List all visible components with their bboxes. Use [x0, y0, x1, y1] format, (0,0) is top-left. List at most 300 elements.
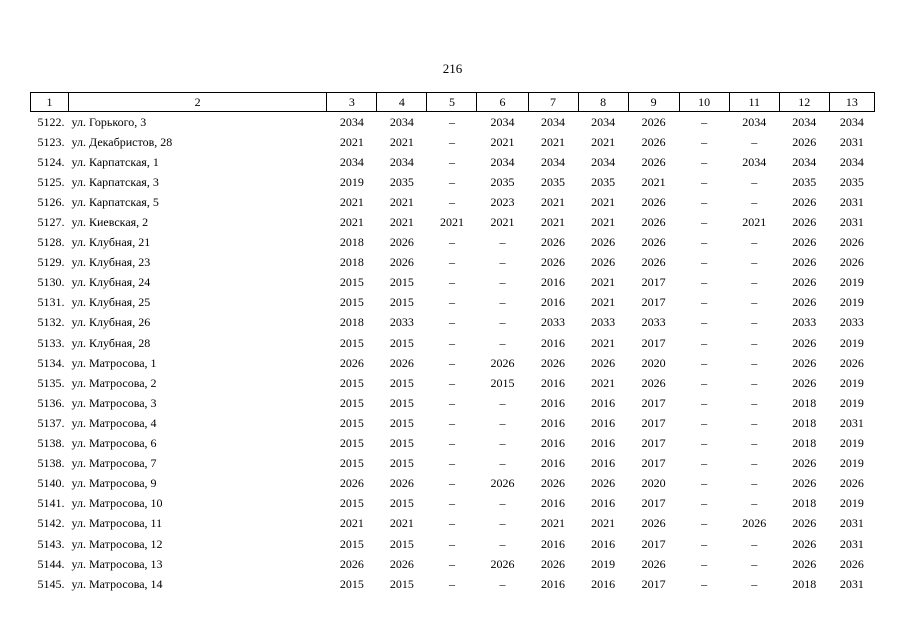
year-cell: 2019: [839, 275, 864, 290]
row-number: 5122.: [37, 114, 65, 129]
year-cell: 2023: [490, 194, 515, 209]
year-cell: 2015: [339, 456, 364, 471]
column-header-13: 13: [829, 93, 874, 112]
year-cell: –: [701, 215, 708, 230]
year-cell: –: [448, 275, 455, 290]
year-cell: 2026: [792, 255, 817, 270]
year-cell: –: [499, 295, 506, 310]
year-cell: 2021: [339, 134, 364, 149]
year-cell: 2035: [389, 174, 414, 189]
column-header-12: 12: [779, 93, 829, 112]
column-header-7: 7: [528, 93, 578, 112]
year-cell: 2016: [541, 375, 566, 390]
year-cell: 2016: [591, 415, 616, 430]
row-number: 5142.: [37, 516, 65, 531]
year-cell: 2016: [591, 436, 616, 451]
year-cell: 2026: [792, 536, 817, 551]
year-cell: –: [701, 556, 708, 571]
year-cell: 2035: [490, 174, 515, 189]
year-cell: –: [751, 295, 758, 310]
year-cell: 2026: [591, 235, 616, 250]
year-cell: –: [701, 114, 708, 129]
year-cell: 2021: [591, 335, 616, 350]
column-header-11: 11: [729, 93, 779, 112]
year-cell: 2019: [839, 456, 864, 471]
year-cell: 2018: [792, 415, 817, 430]
table-row: [31, 333, 875, 353]
table-row: [31, 474, 875, 494]
address-cell: ул. Клубная, 26: [71, 315, 151, 330]
row-number: 5144.: [37, 556, 65, 571]
table-row: [31, 393, 875, 413]
table-row: [31, 353, 875, 373]
year-cell: 2021: [591, 516, 616, 531]
year-cell: –: [499, 576, 506, 591]
year-cell: 2015: [389, 295, 414, 310]
year-cell: 2019: [839, 436, 864, 451]
year-cell: 2033: [591, 315, 616, 330]
year-cell: 2026: [339, 476, 364, 491]
year-cell: –: [751, 275, 758, 290]
year-cell: 2026: [591, 355, 616, 370]
table-body: [31, 112, 875, 595]
year-cell: –: [751, 134, 758, 149]
year-cell: 2015: [490, 375, 515, 390]
address-cell: ул. Горького, 3: [71, 114, 147, 129]
row-number: 5140.: [37, 476, 65, 491]
year-cell: –: [701, 496, 708, 511]
address-cell: ул. Клубная, 28: [71, 335, 151, 350]
year-cell: 2034: [490, 154, 515, 169]
year-cell: –: [701, 174, 708, 189]
year-cell: –: [701, 295, 708, 310]
year-cell: 2031: [839, 536, 864, 551]
year-cell: 2026: [792, 295, 817, 310]
year-cell: –: [701, 476, 708, 491]
year-cell: 2026: [389, 556, 414, 571]
year-cell: 2026: [792, 516, 817, 531]
table-row: [31, 132, 875, 152]
year-cell: 2034: [742, 154, 767, 169]
year-cell: 2015: [339, 576, 364, 591]
year-cell: –: [751, 456, 758, 471]
year-cell: –: [448, 576, 455, 591]
year-cell: 2015: [389, 576, 414, 591]
year-cell: –: [751, 476, 758, 491]
year-cell: 2018: [339, 255, 364, 270]
year-cell: –: [701, 255, 708, 270]
year-cell: 2034: [541, 114, 566, 129]
year-cell: 2034: [541, 154, 566, 169]
table-row: [31, 253, 875, 273]
year-cell: 2021: [641, 174, 666, 189]
year-cell: –: [499, 235, 506, 250]
year-cell: 2018: [792, 576, 817, 591]
year-cell: 2017: [641, 576, 666, 591]
year-cell: –: [751, 174, 758, 189]
year-cell: 2031: [839, 576, 864, 591]
year-cell: 2033: [541, 315, 566, 330]
year-cell: 2026: [792, 456, 817, 471]
year-cell: 2026: [490, 476, 515, 491]
address-cell: ул. Клубная, 21: [71, 235, 151, 250]
year-cell: 2021: [541, 516, 566, 531]
year-cell: –: [499, 436, 506, 451]
year-cell: 2016: [591, 496, 616, 511]
year-cell: 2019: [591, 556, 616, 571]
year-cell: 2035: [792, 174, 817, 189]
year-cell: –: [499, 315, 506, 330]
row-number: 5134.: [37, 355, 65, 370]
year-cell: 2018: [792, 496, 817, 511]
year-cell: –: [751, 194, 758, 209]
year-cell: 2021: [439, 215, 464, 230]
year-cell: 2034: [339, 154, 364, 169]
column-header-3: 3: [327, 93, 377, 112]
row-number: 5124.: [37, 154, 65, 169]
year-cell: 2035: [591, 174, 616, 189]
year-cell: 2026: [641, 235, 666, 250]
year-cell: 2026: [792, 355, 817, 370]
year-cell: –: [701, 194, 708, 209]
table-row: [31, 413, 875, 433]
year-cell: 2016: [541, 436, 566, 451]
address-cell: ул. Матросова, 2: [71, 375, 157, 390]
address-cell: ул. Матросова, 10: [71, 496, 163, 511]
table-row: [31, 293, 875, 313]
year-cell: –: [701, 436, 708, 451]
year-cell: 2026: [541, 355, 566, 370]
year-cell: 2026: [839, 355, 864, 370]
year-cell: –: [701, 576, 708, 591]
row-number: 5125.: [37, 174, 65, 189]
year-cell: –: [499, 496, 506, 511]
row-number: 5130.: [37, 275, 65, 290]
year-cell: 2015: [389, 335, 414, 350]
row-number: 5129.: [37, 255, 65, 270]
year-cell: 2019: [839, 496, 864, 511]
column-header-2: 2: [69, 93, 327, 112]
year-cell: –: [751, 415, 758, 430]
year-cell: –: [701, 134, 708, 149]
year-cell: 2026: [389, 476, 414, 491]
address-cell: ул. Матросова, 4: [71, 415, 157, 430]
year-cell: 2015: [339, 496, 364, 511]
year-cell: 2021: [541, 215, 566, 230]
year-cell: 2034: [591, 154, 616, 169]
year-cell: 2019: [839, 335, 864, 350]
year-cell: –: [701, 315, 708, 330]
year-cell: 2016: [541, 395, 566, 410]
header-row: [31, 93, 875, 112]
year-cell: –: [701, 335, 708, 350]
row-number: 5138.: [37, 436, 65, 451]
year-cell: 2016: [541, 415, 566, 430]
year-cell: –: [751, 536, 758, 551]
table-row: [31, 112, 875, 133]
year-cell: 2035: [541, 174, 566, 189]
address-cell: ул. Клубная, 23: [71, 255, 151, 270]
year-cell: 2021: [389, 194, 414, 209]
year-cell: 2019: [839, 295, 864, 310]
year-cell: 2034: [339, 114, 364, 129]
year-cell: 2026: [490, 355, 515, 370]
year-cell: 2017: [641, 335, 666, 350]
year-cell: 2018: [339, 315, 364, 330]
year-cell: 2026: [389, 235, 414, 250]
year-cell: 2018: [792, 436, 817, 451]
year-cell: 2034: [591, 114, 616, 129]
year-cell: –: [701, 536, 708, 551]
row-number: 5132.: [37, 315, 65, 330]
year-cell: –: [499, 516, 506, 531]
column-header-8: 8: [578, 93, 628, 112]
year-cell: 2026: [792, 275, 817, 290]
year-cell: 2017: [641, 456, 666, 471]
year-cell: 2017: [641, 536, 666, 551]
table-row: [31, 554, 875, 574]
year-cell: 2033: [839, 315, 864, 330]
year-cell: –: [751, 255, 758, 270]
year-cell: 2026: [792, 235, 817, 250]
address-cell: ул. Клубная, 24: [71, 275, 151, 290]
year-cell: 2026: [641, 194, 666, 209]
year-cell: 2026: [591, 255, 616, 270]
row-number: 5138.: [37, 456, 65, 471]
address-cell: ул. Клубная, 25: [71, 295, 151, 310]
row-number: 5131.: [37, 295, 65, 310]
row-number: 5133.: [37, 335, 65, 350]
year-cell: –: [751, 576, 758, 591]
year-cell: 2031: [839, 415, 864, 430]
column-header-1: 1: [31, 93, 69, 112]
year-cell: –: [499, 456, 506, 471]
year-cell: –: [751, 315, 758, 330]
year-cell: 2031: [839, 516, 864, 531]
year-cell: 2019: [339, 174, 364, 189]
address-cell: ул. Киевская, 2: [71, 215, 149, 230]
year-cell: –: [448, 395, 455, 410]
year-cell: –: [751, 335, 758, 350]
year-cell: 2031: [839, 134, 864, 149]
year-cell: 2026: [641, 375, 666, 390]
table-row: [31, 192, 875, 212]
year-cell: –: [448, 375, 455, 390]
year-cell: 2018: [339, 235, 364, 250]
year-cell: 2031: [839, 215, 864, 230]
year-cell: 2034: [490, 114, 515, 129]
address-cell: ул. Матросова, 3: [71, 395, 157, 410]
year-cell: 2021: [591, 134, 616, 149]
year-cell: –: [448, 174, 455, 189]
year-cell: 2017: [641, 436, 666, 451]
year-cell: 2026: [641, 154, 666, 169]
year-cell: 2026: [641, 114, 666, 129]
year-cell: –: [448, 114, 455, 129]
address-cell: ул. Матросова, 14: [71, 576, 163, 591]
year-cell: –: [701, 375, 708, 390]
year-cell: 2015: [389, 456, 414, 471]
year-cell: 2017: [641, 295, 666, 310]
year-cell: –: [448, 194, 455, 209]
year-cell: –: [701, 235, 708, 250]
table-row: [31, 212, 875, 232]
year-cell: –: [448, 496, 455, 511]
year-cell: 2026: [541, 235, 566, 250]
year-cell: 2017: [641, 496, 666, 511]
year-cell: 2021: [389, 134, 414, 149]
year-cell: 2026: [641, 556, 666, 571]
year-cell: 2016: [541, 536, 566, 551]
table-row: [31, 273, 875, 293]
year-cell: 2026: [541, 476, 566, 491]
year-cell: 2026: [792, 375, 817, 390]
column-header-10: 10: [679, 93, 729, 112]
column-header-5: 5: [427, 93, 477, 112]
address-cell: ул. Карпатская, 3: [71, 174, 159, 189]
year-cell: 2015: [339, 295, 364, 310]
address-cell: ул. Карпатская, 1: [71, 154, 159, 169]
row-number: 5128.: [37, 235, 65, 250]
year-cell: 2026: [339, 556, 364, 571]
row-number: 5143.: [37, 536, 65, 551]
year-cell: –: [701, 415, 708, 430]
address-cell: ул. Матросова, 1: [71, 355, 157, 370]
column-header-9: 9: [628, 93, 679, 112]
year-cell: –: [701, 355, 708, 370]
year-cell: 2021: [591, 194, 616, 209]
address-cell: ул. Карпатская, 5: [71, 194, 159, 209]
table-row: [31, 574, 875, 594]
year-cell: –: [701, 154, 708, 169]
address-cell: ул. Матросова, 7: [71, 456, 157, 471]
year-cell: –: [499, 415, 506, 430]
year-cell: 2033: [792, 315, 817, 330]
year-cell: –: [448, 436, 455, 451]
year-cell: 2026: [641, 134, 666, 149]
year-cell: 2017: [641, 415, 666, 430]
year-cell: 2033: [389, 315, 414, 330]
year-cell: 2015: [339, 536, 364, 551]
year-cell: –: [499, 275, 506, 290]
year-cell: –: [751, 375, 758, 390]
year-cell: 2026: [591, 476, 616, 491]
year-cell: –: [448, 315, 455, 330]
year-cell: 2026: [792, 335, 817, 350]
year-cell: 2034: [839, 154, 864, 169]
year-cell: –: [499, 335, 506, 350]
year-cell: 2019: [839, 375, 864, 390]
year-cell: 2026: [792, 134, 817, 149]
year-cell: –: [448, 295, 455, 310]
row-number: 5141.: [37, 496, 65, 511]
year-cell: 2016: [591, 536, 616, 551]
year-cell: –: [448, 476, 455, 491]
address-cell: ул. Матросова, 9: [71, 476, 157, 491]
year-cell: 2016: [541, 335, 566, 350]
column-header-6: 6: [477, 93, 528, 112]
year-cell: 2031: [839, 194, 864, 209]
table-row: [31, 494, 875, 514]
year-cell: 2015: [389, 415, 414, 430]
year-cell: 2034: [792, 154, 817, 169]
year-cell: 2016: [591, 395, 616, 410]
year-cell: –: [448, 536, 455, 551]
year-cell: 2021: [339, 516, 364, 531]
page-number: 216: [442, 61, 463, 76]
year-cell: 2026: [742, 516, 767, 531]
year-cell: 2026: [839, 556, 864, 571]
year-cell: 2015: [389, 275, 414, 290]
year-cell: 2015: [389, 436, 414, 451]
year-cell: –: [701, 456, 708, 471]
table-row: [31, 152, 875, 172]
table-row: [31, 534, 875, 554]
year-cell: 2015: [339, 375, 364, 390]
year-cell: 2026: [839, 476, 864, 491]
year-cell: 2016: [541, 295, 566, 310]
year-cell: 2015: [339, 436, 364, 451]
year-cell: –: [751, 395, 758, 410]
year-cell: 2021: [591, 295, 616, 310]
year-cell: –: [751, 556, 758, 571]
year-cell: 2018: [792, 395, 817, 410]
year-cell: 2021: [591, 215, 616, 230]
year-cell: 2016: [591, 456, 616, 471]
year-cell: 2019: [839, 395, 864, 410]
year-cell: 2033: [641, 315, 666, 330]
year-cell: 2034: [742, 114, 767, 129]
year-cell: 2015: [339, 275, 364, 290]
address-cell: ул. Матросова, 6: [71, 436, 157, 451]
year-cell: –: [448, 516, 455, 531]
year-cell: 2026: [792, 215, 817, 230]
row-number: 5145.: [37, 576, 65, 591]
address-cell: ул. Матросова, 13: [71, 556, 163, 571]
address-cell: ул. Декабристов, 28: [71, 134, 173, 149]
table-row: [31, 313, 875, 333]
year-cell: 2026: [792, 556, 817, 571]
year-cell: 2016: [541, 456, 566, 471]
year-cell: –: [751, 496, 758, 511]
year-cell: 2021: [541, 194, 566, 209]
year-cell: 2020: [641, 355, 666, 370]
year-cell: 2026: [389, 255, 414, 270]
year-cell: 2026: [641, 255, 666, 270]
year-cell: 2021: [490, 215, 515, 230]
address-cell: ул. Матросова, 12: [71, 536, 163, 551]
year-cell: 2015: [339, 335, 364, 350]
year-cell: –: [448, 335, 455, 350]
year-cell: 2034: [792, 114, 817, 129]
table-row: [31, 434, 875, 454]
year-cell: –: [448, 355, 455, 370]
year-cell: 2015: [389, 375, 414, 390]
address-cell: ул. Матросова, 11: [71, 516, 163, 531]
year-cell: 2016: [541, 576, 566, 591]
row-number: 5135.: [37, 375, 65, 390]
year-cell: –: [448, 255, 455, 270]
table-row: [31, 172, 875, 192]
year-cell: 2021: [389, 215, 414, 230]
row-number: 5136.: [37, 395, 65, 410]
year-cell: –: [448, 235, 455, 250]
year-cell: –: [448, 415, 455, 430]
year-cell: –: [701, 275, 708, 290]
year-cell: 2021: [339, 194, 364, 209]
year-cell: 2015: [389, 496, 414, 511]
year-cell: 2026: [641, 516, 666, 531]
